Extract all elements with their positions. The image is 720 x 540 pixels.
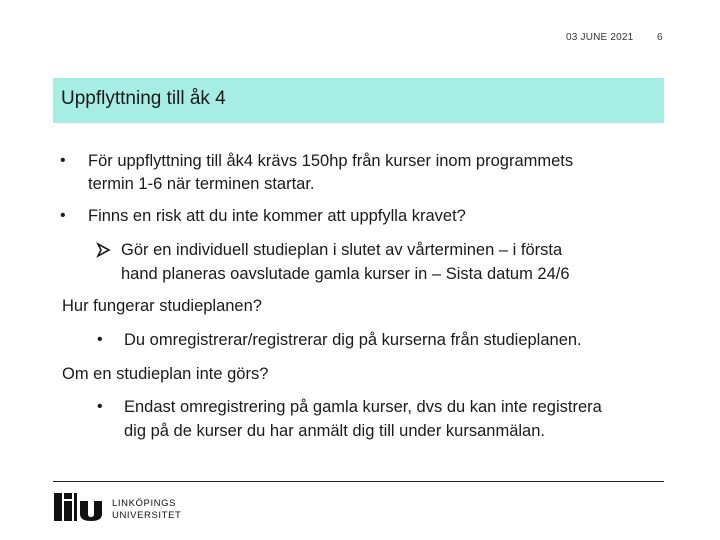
logo-line-2: UNIVERSITET <box>112 510 182 521</box>
section-2-bullet-line-1: Endast omregistrering på gamla kurser, dvs du kan inte registrera <box>124 398 602 416</box>
arrow-bullet-icon <box>96 239 112 261</box>
footer-rule <box>53 481 664 482</box>
university-logo <box>54 492 182 527</box>
sub-bullet-line-1: Gör en individuell studieplan i slutet av vårterminen – i första <box>121 241 563 259</box>
section-heading-2: Om en studieplan inte görs? <box>62 365 269 383</box>
bullet-1-line-1: För uppflyttning till åk4 krävs 150hp från kurser inom programmets <box>88 152 574 170</box>
bullet-dot: • <box>60 207 66 224</box>
liu-logo-icon <box>54 492 106 522</box>
bullet-dot: • <box>97 398 103 415</box>
section-2-bullet-line-2: dig på de kurser du har anmält dig till under kursanmälan. <box>124 422 545 440</box>
title-bar <box>53 78 664 123</box>
bullet-2-line-1: Finns en risk att du inte kommer att uppfylla kravet? <box>88 207 466 225</box>
bullet-dot: • <box>60 152 66 169</box>
bullet-dot: • <box>97 331 103 348</box>
section-1-bullet-line-1: Du omregistrerar/registrerar dig på kurserna från studieplanen. <box>124 331 582 349</box>
bullet-1-line-2: termin 1-6 när terminen startar. <box>88 175 315 193</box>
section-heading-1: Hur fungerar studieplanen? <box>62 297 262 315</box>
slide-title: Uppflyttning till åk 4 <box>61 88 226 109</box>
logo-line-1: LINKÖPINGS <box>112 498 177 509</box>
header-date: 03 JUNE 2021 <box>566 32 634 43</box>
sub-bullet-line-2: hand planeras oavslutade gamla kurser in – Sista datum 24/6 <box>121 265 570 283</box>
page-number: 6 <box>657 32 663 43</box>
